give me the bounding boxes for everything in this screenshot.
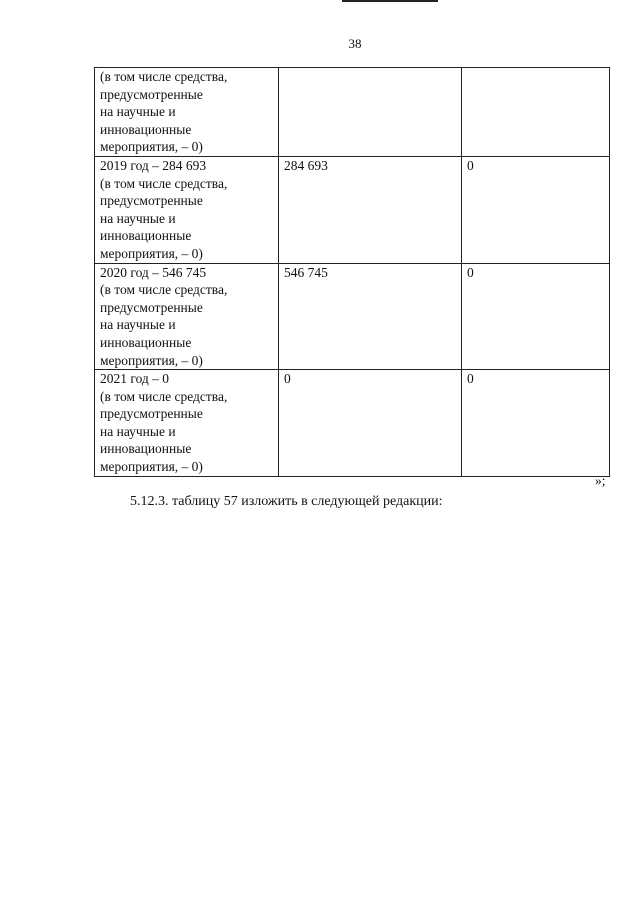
cell-text-line: 0 [467, 371, 474, 387]
cell-text-line: 0 [467, 264, 474, 280]
funding-table [94, 67, 610, 477]
table-cell [462, 156, 610, 263]
cell-text-line: на научные и [100, 104, 176, 120]
cell-text-line: инновационные [100, 441, 192, 457]
cell-text-line: (в том числе средства, [100, 69, 228, 84]
cell-text-line: 284 693 [284, 157, 328, 173]
table-row [95, 68, 610, 157]
cell-text-line: инновационные [100, 228, 192, 244]
cell-text-line: на научные и [100, 423, 176, 439]
cell-text-line: 0 [467, 157, 474, 173]
cell-text-line: мероприятия, – 0) [100, 139, 203, 155]
cell-text-line: (в том числе средства, [100, 282, 228, 298]
cell-text-line: на научные и [100, 210, 176, 226]
cell-text-line: мероприятия, – 0) [100, 459, 203, 475]
cell-text-line: 546 745 [284, 264, 328, 280]
table-cell [462, 370, 610, 477]
cell-text-line: на научные и [100, 317, 176, 333]
cell-text-line: 2021 год – 0 [100, 371, 170, 387]
table-cell [279, 370, 462, 477]
table-cell [279, 156, 462, 263]
cell-text-line: инновационные [100, 334, 192, 350]
cell-text-line: предусмотренные [100, 299, 203, 315]
cell-text-line: 2020 год – 546 745 [100, 264, 207, 280]
table-cell [462, 68, 610, 157]
cell-text-line: предусмотренные [100, 86, 203, 102]
cell-text-line: 0 [284, 371, 291, 387]
table-cell [95, 156, 279, 263]
table-row [95, 263, 610, 370]
closing-quote: »; [595, 473, 606, 488]
cell-text-line: 2019 год – 284 693 [100, 157, 207, 173]
funding-table-body [95, 68, 610, 477]
table-cell [95, 263, 279, 370]
cell-text-line: мероприятия, – 0) [100, 245, 203, 261]
table-cell [279, 68, 462, 157]
top-rule [342, 0, 438, 2]
cell-text-line: предусмотренные [100, 193, 203, 209]
table-cell [95, 370, 279, 477]
cell-text-line: (в том числе средства, [100, 175, 228, 191]
instruction-paragraph: 5.12.3. таблицу 57 изложить в следующей редакции: [130, 494, 443, 509]
table-row [95, 370, 610, 477]
cell-text-line: предусмотренные [100, 406, 203, 422]
cell-text-line: (в том числе средства, [100, 388, 228, 404]
table-row [95, 156, 610, 263]
cell-text-line: мероприятия, – 0) [100, 352, 203, 368]
table-cell [95, 68, 279, 157]
table-cell [279, 263, 462, 370]
cell-text-line: инновационные [100, 121, 192, 137]
page-number: 38 [348, 36, 362, 51]
table-cell [462, 263, 610, 370]
